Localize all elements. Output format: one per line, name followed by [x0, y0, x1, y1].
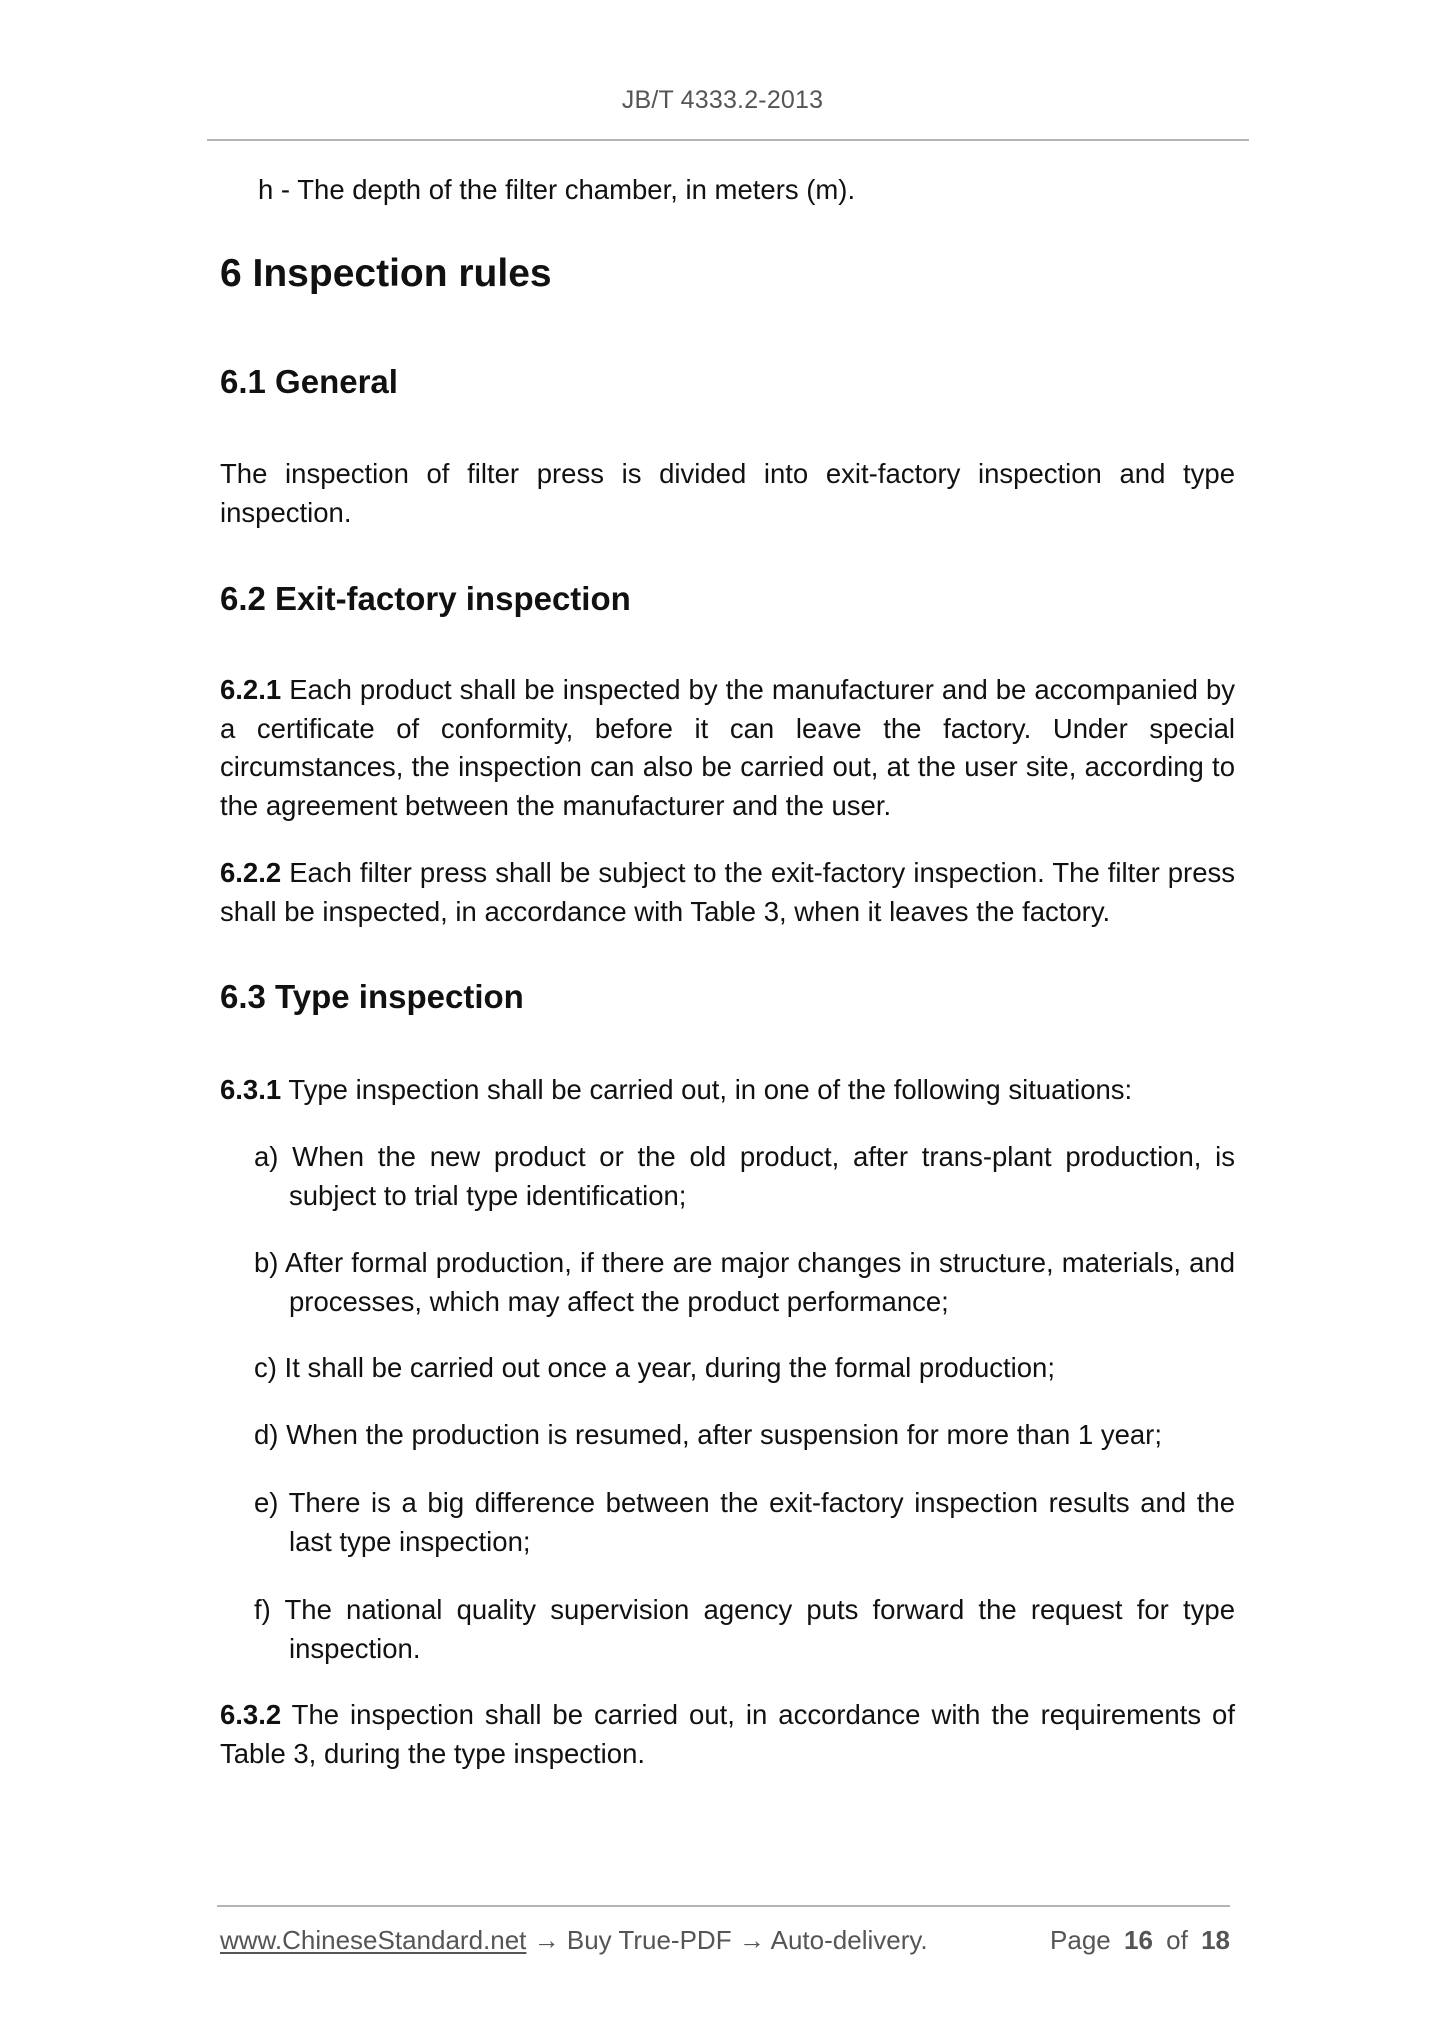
clause-text: Each filter press shall be subject to the exit-factory inspection. The filter press shall be inspected, in accordance with Table 3, when it leaves the factory.: [220, 857, 1236, 927]
document-id-header: JB/T 4333.2-2013: [621, 86, 824, 114]
clause-text: Each product shall be inspected by the manufacturer and be accompanied by a certificate of conformity, before it can leave the factory. Under special circumstances, the inspection can also be carried out, at the user site, according to the agreement between the manufacturer and the user.: [220, 674, 1235, 821]
chinesestandard-link[interactable]: www.ChineseStandard.net: [220, 1925, 527, 1955]
clause-6-2-2: [220, 854, 1235, 931]
footer-divider: [217, 1905, 1230, 1907]
section-heading-6: 6 Inspection rules: [220, 252, 552, 295]
list-item-b: b) After formal production, if there are major changes in structure, materials, and processes, which may affect the product performance;: [254, 1247, 1235, 1317]
list-item-e: e) There is a big difference between the exit-factory inspection results and the last type inspection;: [254, 1487, 1235, 1557]
clause-number: 6.3.1: [220, 1074, 282, 1105]
clause-6-2-1: [220, 671, 1235, 825]
clause-6-3-2: [220, 1696, 1235, 1773]
clause-number: 6.3.2: [220, 1699, 282, 1730]
section-heading-6-3: 6.3 Type inspection: [220, 978, 524, 1015]
page-footer: [220, 1925, 1230, 1956]
header-divider: [207, 139, 1249, 141]
paragraph-6-1: The inspection of filter press is divided into exit-factory inspection and type inspection.: [220, 458, 1235, 528]
page-label: Page: [1050, 1925, 1111, 1955]
clause-number: 6.2.1: [220, 674, 282, 705]
variable-definition-h: h - The depth of the filter chamber, in meters (m).: [258, 174, 856, 205]
arrow-right-icon: →: [738, 1925, 765, 1955]
clause-text: The inspection shall be carried out, in accordance with the requirements of Table 3, during the type inspection.: [220, 1699, 1235, 1769]
footer-promo: [220, 1925, 928, 1956]
auto-delivery-text: Auto-delivery.: [770, 1925, 928, 1955]
page-number: [1050, 1925, 1230, 1956]
buy-true-pdf-text: Buy True-PDF: [566, 1925, 732, 1955]
list-item-d: d) When the production is resumed, after suspension for more than 1 year;: [254, 1419, 1162, 1450]
arrow-right-icon: →: [533, 1925, 560, 1955]
section-heading-6-1: 6.1 General: [220, 363, 398, 400]
section-heading-6-2: 6.2 Exit-factory inspection: [220, 580, 631, 617]
current-page: 16: [1124, 1925, 1153, 1955]
clause-text: Type inspection shall be carried out, in one of the following situations:: [288, 1074, 1133, 1105]
list-item-f: f) The national quality supervision agency puts forward the request for type inspection.: [254, 1594, 1235, 1664]
clause-6-3-1: [220, 1071, 1235, 1110]
of-label: of: [1166, 1925, 1188, 1955]
list-item-c: c) It shall be carried out once a year, during the formal production;: [254, 1352, 1055, 1383]
clause-number: 6.2.2: [220, 857, 282, 888]
list-item-a: a) When the new product or the old product, after trans-plant production, is subject to trial type identification;: [254, 1141, 1235, 1211]
total-pages: 18: [1201, 1925, 1230, 1955]
